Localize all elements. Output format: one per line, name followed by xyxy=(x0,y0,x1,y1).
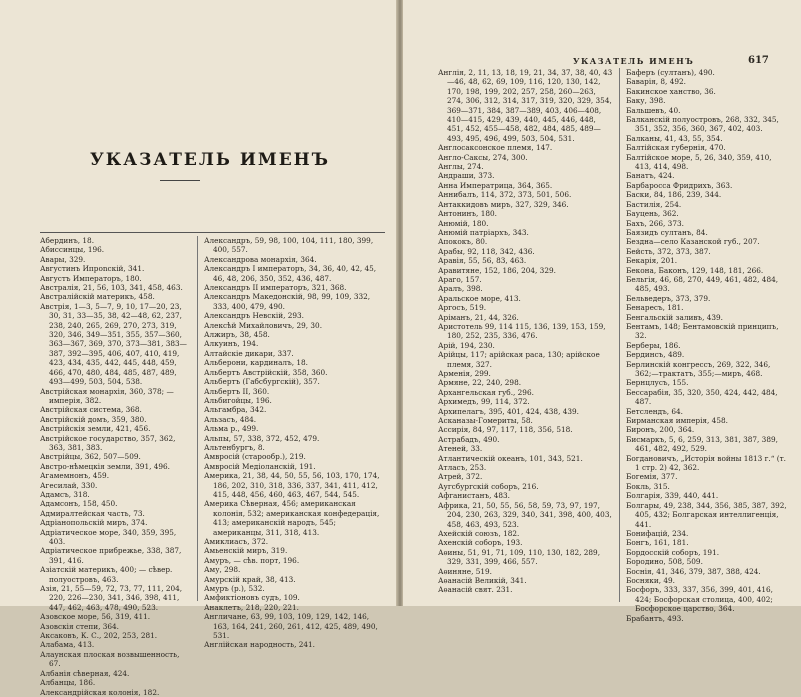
index-entry: Англосаксонское племя, 147. xyxy=(438,143,553,153)
index-entry: Бисмаркъ, 5, 6, 259, 313, 381, 387, 389, 461, 482, 492, 529. xyxy=(626,434,778,454)
title-rule xyxy=(160,180,200,181)
index-entry: Амвросій Медіоланскій, 191. xyxy=(204,461,316,471)
index-entry: Альгамбра, 342. xyxy=(204,405,267,415)
index-entry: Амуръ (р.), 532. xyxy=(204,584,265,594)
index-entry: Аргосъ, 519. xyxy=(438,303,487,313)
index-entry: Алаунская плоская возвышенность, 67. xyxy=(40,649,180,669)
index-entry: Альберони, кардиналъ, 18. xyxy=(204,358,308,368)
index-entry: Австрія, 1—3, 5—7, 9, 10, 17—20, 23, 30, 31, 33—35, 38, 42—48, 62, 237, 238, 240, 265, 269, 270, 273, 319, 320, 346, 349—351, 355, 357—360, 363—367, 369, 370, 373—381, 383—387, 392—395, 406, 407, 410, 419, 423, 434, 435, 442, 445, 448, 459, 466, 470, 480, 484, 485, 487, 489, 493—499, 503, 504, 538. xyxy=(40,301,187,387)
index-entry: Бельведеръ, 373, 379. xyxy=(626,293,711,303)
index-entry: Англы, 274. xyxy=(438,162,484,172)
index-entry: Амуръ, — сѣв. порт, 196. xyxy=(204,555,300,565)
index-entry: Аѳанасій свят. 231. xyxy=(438,585,513,595)
index-entry: Бокль, 315. xyxy=(626,481,670,491)
index-entry: Балтійское море, 5, 26, 340, 359, 410, 413, 414, 498. xyxy=(626,152,772,172)
index-entry: Бахъ, 266, 373. xyxy=(626,218,684,228)
index-entry: Бетслендъ, 64. xyxy=(626,406,683,416)
index-entry: Австралійскій материкъ, 458. xyxy=(40,292,155,302)
index-entry: Архимедъ, 99, 114, 372. xyxy=(438,397,530,407)
index-entry: Анюмій патріархъ, 343. xyxy=(438,227,529,237)
index-entry: Агамемнонъ, 459. xyxy=(40,471,110,481)
index-entry: Бекона, Баконъ, 129, 148, 181, 266. xyxy=(626,265,764,275)
index-entry: Алексѣй Михайловичъ, 29, 30. xyxy=(204,320,323,330)
index-entry: Америка Сѣверная, 456; американская колонія, 532; американская конфедерація, 413; американскій народъ, 545; американцы, 311, 318, 413. xyxy=(204,499,380,537)
index-entry: Бальшевъ, 40. xyxy=(626,105,681,115)
right-index-column-1 xyxy=(438,68,620,602)
index-entry: Августинъ Ипponскій, 341. xyxy=(40,264,145,274)
index-entry: Александрійская колонія, 182. xyxy=(40,687,160,697)
left-index-column-1 xyxy=(40,236,198,697)
index-entry: Альтенбургъ, 8. xyxy=(204,442,265,452)
index-entry: Биронъ, 200, 364. xyxy=(626,425,695,435)
index-entry: Афганистанъ, 483. xyxy=(438,491,511,501)
index-entry: Амурскій край, 38, 413. xyxy=(204,574,296,584)
page-title: УКАЗАТЕЛЬ ИМЕНЪ xyxy=(90,150,330,170)
index-entry: Араго, 157. xyxy=(438,274,482,284)
index-entry: Баку, 398. xyxy=(626,96,666,106)
index-entry: Анаклетъ, 218, 220, 221. xyxy=(204,602,299,612)
index-entry: Архипелагъ, 395, 401, 424, 438, 439. xyxy=(438,406,579,416)
index-entry: Арійцы, 117; арійская раса, 130; арійское племя, 327. xyxy=(438,350,600,369)
index-entry: Австрійскій домъ, 359, 380. xyxy=(40,414,147,424)
index-entry: Ахейскій союзъ, 182. xyxy=(438,528,520,538)
index-entry: Арій, 194, 230. xyxy=(438,340,495,350)
left-index-column-2 xyxy=(198,236,386,650)
index-entry: Азіатскій материкъ, 400; — сѣвер. полуостровъ, 463. xyxy=(40,565,173,584)
index-entry: Азовское море, 56, 319, 411. xyxy=(40,612,151,622)
index-entry: Банатъ, 424. xyxy=(626,171,675,181)
index-entry: Аралъ, 398. xyxy=(438,284,483,294)
index-entry: Берберы, 186. xyxy=(626,340,681,350)
index-entry: Атеней, 33. xyxy=(438,444,483,454)
index-entry: Атрей, 372. xyxy=(438,472,483,482)
index-entry: Агесилай, 330. xyxy=(40,480,98,490)
index-entry: Бездна—село Казанской губ., 207. xyxy=(626,237,760,247)
index-entry: Архангельская губ., 296. xyxy=(438,387,534,397)
index-entry: Ассирія, 84, 97, 117, 118, 356, 518. xyxy=(438,425,573,435)
index-entry: Адамсъ, 318. xyxy=(40,489,90,499)
index-entry: Баязидъ султанъ, 84. xyxy=(626,227,708,237)
index-entry: Англія, 2, 11, 13, 18, 19, 21, 34, 37, 38, 40, 43—46, 48, 62, 69, 109, 116, 120, 130, 142, 170, 198, 199, 202, 257, 258, 260—263, 274, 306, 312, 314, 317, 319, 320, 329, 354, 369—371, 384, 387—389, 403, 406—408, 410—415, 429, 439, 440, 445, 446, 448, 451, 452, 455—458, 482, 484, 485, 489—493, 495, 496, 499, 503, 504, 531. xyxy=(438,68,613,143)
index-entry: Алабама, 413. xyxy=(40,640,95,650)
index-entry: Анна Императрица, 364, 365. xyxy=(438,180,553,190)
index-entry: Аральское море, 413. xyxy=(438,293,521,303)
page-number: 617 xyxy=(748,55,769,66)
index-entry: Александръ Невскій, 293. xyxy=(204,311,304,321)
index-entry: Америка, 21, 38, 44, 50, 55, 56, 103, 170, 174, 186, 202, 310, 318, 336, 337, 341, 411, 412, 415, 448, 456, 460, 463, 467, 544, 545. xyxy=(204,471,380,499)
index-entry: Альпы, 57, 338, 372, 452, 479. xyxy=(204,433,320,443)
left-index-columns xyxy=(40,236,386,697)
right-index-column-2 xyxy=(620,68,788,623)
index-entry: Баварія, 8, 492. xyxy=(626,77,686,87)
index-entry: Африка, 21, 50, 55, 56, 58, 59, 73, 97, 197, 204, 230, 263, 329, 340, 341, 398, 400, 403, 458, 463, 493, 523. xyxy=(438,500,612,529)
index-entry: Бирманская имперія, 458. xyxy=(626,416,728,426)
index-entry: Ахенскій соборъ, 193. xyxy=(438,538,523,548)
index-entry: Аравія, 55, 56, 83, 463. xyxy=(438,256,527,266)
index-entry: Богдановичъ, „Исторія войны 1813 г.“ (т. 1 стр. 2) 42, 362. xyxy=(626,453,786,473)
index-entry: Бейсть, 372, 373, 387. xyxy=(626,246,711,256)
index-entry: Аравитяне, 152, 186, 204, 329. xyxy=(438,265,556,275)
index-entry: Бакинское ханство, 36. xyxy=(626,86,716,96)
index-entry: Аугсбургскій соборъ, 216. xyxy=(438,481,539,491)
index-entry: Атлантическій океанъ, 101, 343, 521. xyxy=(438,453,583,463)
index-entry: Армяне, 22, 240, 298. xyxy=(438,378,522,388)
index-entry: Аѳиняне, 519. xyxy=(438,566,492,576)
index-entry: Абиссинцы, 196. xyxy=(40,245,105,255)
index-entry: Бенаресъ, 181. xyxy=(626,303,684,313)
index-entry: Болгары, 49, 238, 344, 356, 385, 387, 392, 405, 432; Болгарская интеллигенція, 441. xyxy=(626,500,787,529)
index-entry: Англичане, 63, 99, 103, 109, 129, 142, 146, 163, 164, 241, 260, 261, 412, 425, 489, 490, 531. xyxy=(204,612,378,641)
index-entry: Болгарія, 339, 440, 441. xyxy=(626,491,719,501)
index-entry: Аріманъ, 21, 44, 326. xyxy=(438,312,519,322)
index-entry: Анюмій, 180. xyxy=(438,218,489,228)
index-entry: Бородино, 508, 509. xyxy=(626,557,703,567)
index-entry: Бекарія, 201. xyxy=(626,256,678,266)
index-entry: Альбертъ (Габсбургскій), 357. xyxy=(204,377,320,387)
index-entry: Аннибалъ, 114, 372, 373, 501, 506. xyxy=(438,190,572,200)
index-entry: Андраши, 373. xyxy=(438,171,495,181)
index-entry: Адамсонъ, 158, 450. xyxy=(40,499,118,509)
index-entry: Атласъ, 253. xyxy=(438,463,487,473)
index-entry: Александръ II императоръ, 321, 368. xyxy=(204,283,347,293)
index-entry: Арменія, 299. xyxy=(438,369,491,378)
index-entry: Албанія сѣверная, 424. xyxy=(40,668,130,678)
index-entry: Аксаковъ, К. С., 202, 253, 281. xyxy=(40,631,158,641)
index-entry: Босняки, 49. xyxy=(626,575,675,585)
index-entry: Бельгія, 46, 68, 270, 449, 461, 482, 484, 485, 493. xyxy=(626,274,779,294)
index-entry: Александръ I императоръ, 34, 36, 40, 42, 45, 46, 48, 206, 350, 352, 436, 487. xyxy=(204,264,377,283)
index-entry: Бердинсъ, 489. xyxy=(626,350,685,360)
index-entry: Адмиралтейская часть, 73. xyxy=(40,508,145,518)
index-entry: Баски, 84, 186, 239, 344. xyxy=(626,190,722,200)
index-entry: Авары, 329. xyxy=(40,254,86,264)
index-entry: Альбертъ Австрійскій, 358, 360. xyxy=(204,367,328,377)
index-entry: Бенгальскій заливъ, 439. xyxy=(626,312,723,322)
index-entry: Абердинъ, 18. xyxy=(40,236,95,245)
index-entry: Бессарабія, 35, 320, 350, 424, 442, 484, 487. xyxy=(626,387,778,407)
index-entry: Бауцень, 362. xyxy=(626,209,679,219)
index-entry: Арабы, 92, 118, 342, 436. xyxy=(438,246,535,256)
index-entry: Англійская народность, 241. xyxy=(204,640,315,650)
index-entry: Аму, 298. xyxy=(204,565,241,575)
column-top-rule xyxy=(40,232,385,233)
index-entry: Азія, 21, 55—59, 72, 73, 77, 111, 204, 220, 226—230, 341, 346, 398, 411, 447, 462, 463, 478, 490, 523. xyxy=(40,584,183,612)
index-entry: Балканскій полуостровъ, 268, 332, 345, 351, 352, 356, 360, 367, 402, 403. xyxy=(626,115,779,134)
index-entry: Амьенскій миръ, 319. xyxy=(204,546,288,556)
index-entry: Александръ, 59, 98, 100, 104, 111, 180, 399, 400, 557. xyxy=(204,236,374,255)
index-entry: Австралія, 21, 56, 103, 341, 458, 463. xyxy=(40,283,183,293)
index-entry: Албанцы, 186. xyxy=(40,678,96,688)
index-entry: Александрова монархія, 364. xyxy=(204,254,317,264)
index-entry: Австрійскія земли, 421, 456. xyxy=(40,424,151,434)
index-entry: Амиклиасъ, 372. xyxy=(204,537,269,546)
index-entry: Бернцлусъ, 155. xyxy=(626,378,689,388)
index-entry: Барбаросса Фридрихъ, 363. xyxy=(626,180,733,190)
index-entry: Бонгъ, 161, 181. xyxy=(626,538,689,548)
index-entry: Бентамъ, 148; Бентамовскій принципъ, 32. xyxy=(626,321,779,341)
index-entry: Апококъ, 80. xyxy=(438,237,488,247)
index-entry: Антаккидовъ миръ, 327, 329, 346. xyxy=(438,199,569,209)
index-entry: Аѳанасій Великій, 341. xyxy=(438,575,527,585)
index-entry: Балканы, 41, 43, 55, 354. xyxy=(626,133,723,143)
index-entry: Адріанопольскій миръ, 374. xyxy=(40,518,148,528)
index-entry: Амфиктіоновъ судъ, 109. xyxy=(204,593,300,603)
index-entry: Балтійская губернія, 470. xyxy=(626,143,726,153)
index-entry: Альзасъ, 484. xyxy=(204,414,257,424)
index-entry: Альбертъ II, 360. xyxy=(204,386,270,396)
index-entry: Аѳины, 51, 91, 71, 109, 110, 130, 182, 289, 329, 331, 399, 466, 557. xyxy=(438,547,601,567)
index-entry: Августъ Императоръ, 180. xyxy=(40,273,142,283)
index-entry: Альбигойцы, 196. xyxy=(204,395,272,405)
index-entry: Алжиръ, 38, 458. xyxy=(204,330,270,340)
index-entry: Боснія, 41, 346, 379, 387, 388, 424. xyxy=(626,566,761,576)
running-head: УКАЗАТЕЛЬ ИМЕНЪ xyxy=(573,56,695,66)
index-entry: Босфоръ, 333, 337, 356, 399, 401, 416, 424; Босфорская столица, 400, 402; Босфорское царство, 364. xyxy=(626,585,773,614)
index-entry: Амвросій (старообр.), 219. xyxy=(204,452,306,462)
index-entry: Азовскія степи, 364. xyxy=(40,621,119,631)
index-entry: Бордосскій соборъ, 191. xyxy=(626,547,720,557)
index-entry: Адріатическое прибрежье, 338, 387, 391, 416. xyxy=(40,546,182,565)
index-entry: Аристотель 99, 114 115, 136, 139, 153, 159, 180, 252, 235, 336, 476. xyxy=(438,321,606,341)
index-entry: Богемія, 377. xyxy=(626,472,678,482)
index-entry: Асканазы-Гомериты, 58. xyxy=(438,416,533,426)
index-entry: Бонифацій, 234. xyxy=(626,528,689,538)
index-entry: Баферъ (султанъ), 490. xyxy=(626,68,715,77)
index-entry: Адріатическое море, 340, 359, 395, 403. xyxy=(40,527,177,546)
index-entry: Берлинскій конгрессъ, 269, 322, 346, 362;—трактатъ, 355;—миръ, 468. xyxy=(626,359,771,378)
index-entry: Антонинъ, 180. xyxy=(438,209,497,219)
index-entry: Астрабадъ, 490. xyxy=(438,434,500,444)
index-entry: Австрійцы, 362, 507—509. xyxy=(40,452,141,462)
index-entry: Алкуинъ, 194. xyxy=(204,339,259,349)
index-entry: Австрійская монархія, 360, 378; —имперія, 382. xyxy=(40,386,174,405)
index-entry: Альма р., 499. xyxy=(204,424,259,434)
index-entry: Австро-нѣмецкія земли, 391, 496. xyxy=(40,461,170,471)
index-entry: Алтайскіе дикари, 337. xyxy=(204,348,294,358)
left-page xyxy=(0,0,399,697)
index-entry: Бастилія, 254. xyxy=(626,199,682,209)
index-entry: Австрійское государство, 357, 362, 363, 381, 383. xyxy=(40,433,176,452)
index-entry: Брабантъ, 493. xyxy=(626,613,684,623)
index-entry: Александръ Македонскій, 98, 99, 109, 332, 333, 400, 479, 490. xyxy=(204,292,371,311)
right-page xyxy=(402,0,801,623)
right-index-columns xyxy=(438,68,788,623)
index-entry: Австрійская система, 368. xyxy=(40,405,142,415)
index-entry: Англо-Саксы, 274, 300. xyxy=(438,152,528,162)
